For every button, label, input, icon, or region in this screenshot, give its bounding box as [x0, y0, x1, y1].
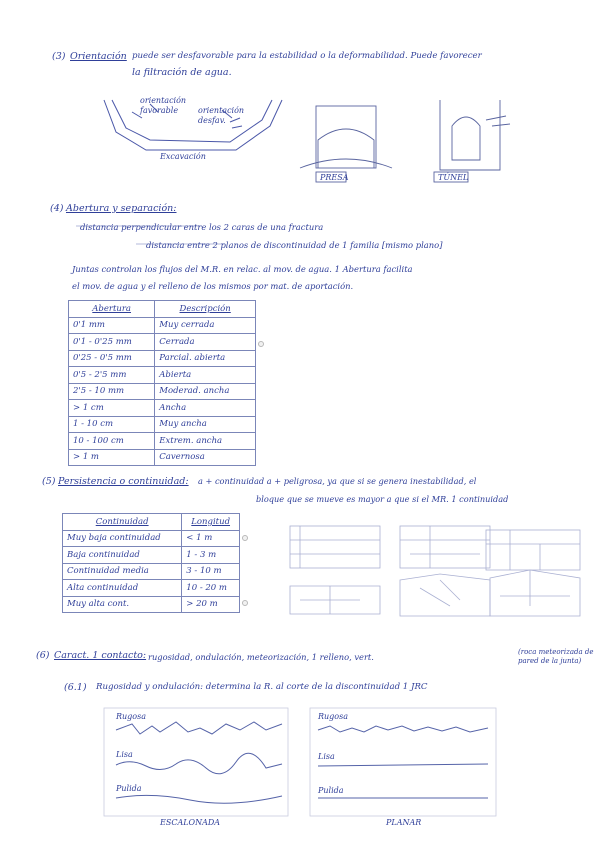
abertura-row-cell: 0'1 - 0'25 mm — [69, 334, 155, 351]
profile-left-caption: ESCALONADA — [160, 818, 221, 827]
section-3-line-1: puede ser desfavorable para la estabilidad o la deformabilidad. Puede favorecer — [132, 51, 482, 61]
continuidad-row-cell: 1 - 3 m — [182, 547, 240, 564]
abertura-row — [69, 334, 256, 351]
profile-right-label-lisa: Lisa — [318, 752, 335, 761]
section-4-line-3: Juntas controlan los flujos del M.R. en relac. al mov. de agua. 1 Abertura facilita — [72, 264, 413, 274]
section-5-number: (5) — [42, 476, 56, 487]
roughness-profiles — [116, 722, 488, 803]
abertura-row-cell: 0'5 - 2'5 mm — [69, 367, 155, 384]
abertura-row-cell: 0'1 mm — [69, 317, 155, 334]
abertura-row-cell: 2'5 - 10 mm — [69, 383, 155, 400]
continuidad-row-cell: Baja continuidad — [63, 547, 182, 564]
profile-frames — [104, 708, 496, 816]
section-3-heading: Orientación — [70, 51, 127, 62]
sketch-2-caption: PRESA — [320, 173, 349, 182]
section-6-line-1: rugosidad, ondulación, meteorización, 1 relleno, vert. — [148, 652, 374, 662]
sketch-1-label-3: orientación — [198, 106, 245, 115]
abertura-row-cell: > 1 cm — [69, 400, 155, 417]
section-5-heading: Persistencia o continuidad: — [58, 476, 189, 487]
abertura-col-header: Abertura — [69, 301, 155, 318]
abertura-row — [69, 449, 256, 466]
sketch-1-label-2: favorable — [140, 106, 179, 115]
abertura-row-cell: Cerrada — [155, 334, 256, 351]
sketch-1-label-4: desfav. — [198, 116, 226, 125]
continuidad-row — [63, 596, 240, 613]
abertura-row-cell: Parcial. abierta — [155, 350, 256, 367]
section-5-line-2: bloque que se mueve es mayor a que si el MR. 1 continuidad — [256, 494, 509, 504]
section-6-1-number: (6.1) — [64, 682, 87, 693]
profile-right-label-rugosa: Rugosa — [318, 712, 348, 721]
sketch-1-caption: Excavación — [160, 152, 206, 161]
profile-left-label-pulida: Pulida — [116, 784, 142, 793]
profile-right-caption: PLANAR — [386, 818, 422, 827]
profile-left-label-lisa: Lisa — [116, 750, 133, 759]
abertura-row-cell: Muy cerrada — [155, 317, 256, 334]
abertura-row-cell: Abierta — [155, 367, 256, 384]
tunnel-sketch — [434, 100, 510, 182]
continuidad-row-cell: Muy alta cont. — [63, 596, 182, 613]
continuidad-row-cell: Muy baja continuidad — [63, 530, 182, 547]
binder-hole — [242, 535, 248, 541]
continuidad-row — [63, 580, 240, 597]
abertura-row-cell: Moderad. ancha — [155, 383, 256, 400]
abertura-row-cell: Extrem. ancha — [155, 433, 256, 450]
continuidad-row-cell: > 20 m — [182, 596, 240, 613]
abertura-row — [69, 317, 256, 334]
continuidad-table — [62, 513, 240, 613]
continuidad-table-header — [63, 514, 240, 531]
section-3-line-2: la filtración de agua. — [132, 67, 232, 78]
continuidad-row-cell: Alta continuidad — [63, 580, 182, 597]
abertura-row-cell: Cavernosa — [155, 449, 256, 466]
section-3-number: (3) — [52, 51, 66, 62]
section-6-number: (6) — [36, 650, 50, 661]
abertura-row-cell: 0'25 - 0'5 mm — [69, 350, 155, 367]
continuidad-row-cell: 3 - 10 m — [182, 563, 240, 580]
abertura-row-cell: Ancha — [155, 400, 256, 417]
abertura-row — [69, 367, 256, 384]
continuidad-row — [63, 530, 240, 547]
side-note: (roca meteorizada de pared de la junta) — [518, 648, 594, 665]
profile-right-label-pulida: Pulida — [318, 786, 344, 795]
persistence-sketches — [290, 526, 580, 616]
sketch-3-caption: TÚNEL — [438, 173, 469, 182]
excavation-sketch — [104, 100, 282, 150]
abertura-table-header — [69, 301, 256, 318]
continuidad-row-cell: Continuidad media — [63, 563, 182, 580]
binder-hole — [242, 600, 248, 606]
abertura-table — [68, 300, 256, 466]
abertura-row — [69, 400, 256, 417]
continuidad-row-cell: 10 - 20 m — [182, 580, 240, 597]
binder-hole — [258, 341, 264, 347]
abertura-row — [69, 416, 256, 433]
section-6-1-line: Rugosidad y ondulación: determina la R. al corte de la discontinuidad 1 JRC — [96, 682, 428, 692]
abertura-row — [69, 433, 256, 450]
abertura-row — [69, 383, 256, 400]
section-4-line-4: el mov. de agua y el relleno de los mismos por mat. de aportación. — [72, 281, 354, 291]
continuidad-row — [63, 547, 240, 564]
section-4-line-2: distancia entre 2 planos de discontinuidad de 1 familia [mismo plano] — [146, 240, 443, 250]
abertura-row-cell: 10 - 100 cm — [69, 433, 155, 450]
continuidad-row-cell: < 1 m — [182, 530, 240, 547]
descripcion-col-header: Descripción — [155, 301, 256, 318]
abertura-row-cell: Muy ancha — [155, 416, 256, 433]
section-6-heading: Caract. 1 contacto: — [54, 650, 147, 661]
dam-sketch — [300, 106, 392, 182]
section-5-line-1: a + continuidad a + peligrosa, ya que si se genera inestabilidad, el — [198, 476, 477, 486]
longitud-col-header: Longitud — [182, 514, 240, 531]
abertura-row-cell: 1 - 10 cm — [69, 416, 155, 433]
section-4-heading: Abertura y separación: — [66, 203, 177, 214]
continuidad-row — [63, 563, 240, 580]
sketch-1-label-1: orientación — [140, 96, 187, 105]
continuidad-col-header: Continuidad — [63, 514, 182, 531]
section-4-line-1: distancia perpendicular entre los 2 caras de una fractura — [80, 222, 324, 232]
section-4-number: (4) — [50, 203, 64, 214]
profile-left-label-rugosa: Rugosa — [116, 712, 146, 721]
abertura-row-cell: > 1 m — [69, 449, 155, 466]
abertura-row — [69, 350, 256, 367]
